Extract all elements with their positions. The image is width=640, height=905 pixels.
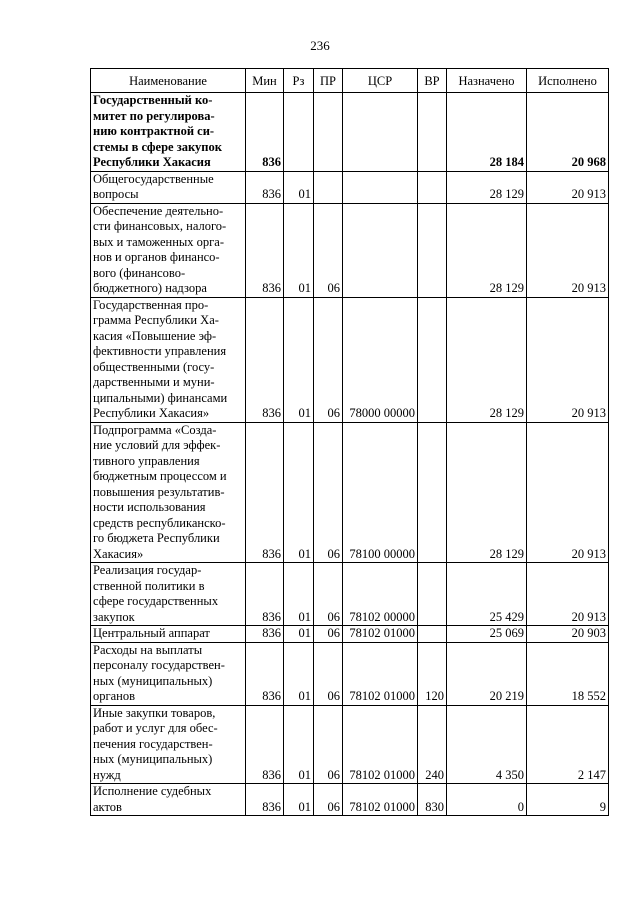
row-csr [343, 93, 418, 172]
row-min: 836 [246, 297, 284, 422]
row-name: Реализация государ- ственной политики в сфере государственных закупок [91, 563, 246, 626]
page-number: 236 [310, 38, 330, 53]
row-rz: 01 [284, 642, 314, 705]
row-vr: 830 [418, 784, 447, 816]
row-executed: 20 913 [527, 422, 609, 563]
row-vr [418, 563, 447, 626]
row-assigned: 4 350 [447, 705, 527, 784]
row-min: 836 [246, 422, 284, 563]
row-rz: 01 [284, 422, 314, 563]
row-rz [284, 93, 314, 172]
table-row [91, 93, 609, 172]
header-rz: Рз [284, 69, 314, 93]
row-csr [343, 203, 418, 297]
row-min: 836 [246, 171, 284, 203]
row-vr [418, 422, 447, 563]
row-executed: 20 913 [527, 297, 609, 422]
table-row [91, 784, 609, 816]
row-min: 836 [246, 705, 284, 784]
row-assigned: 28 184 [447, 93, 527, 172]
table-row [91, 563, 609, 626]
row-name: Расходы на выплаты персоналу государствен- ных (муниципальных) органов [91, 642, 246, 705]
row-min: 836 [246, 642, 284, 705]
row-min: 836 [246, 784, 284, 816]
row-min: 836 [246, 563, 284, 626]
row-pr: 06 [314, 203, 343, 297]
row-vr: 120 [418, 642, 447, 705]
header-assigned: Назначено [447, 69, 527, 93]
header-csr: ЦСР [343, 69, 418, 93]
table-row [91, 705, 609, 784]
header-executed: Исполнено [527, 69, 609, 93]
row-rz: 01 [284, 705, 314, 784]
row-executed: 20 913 [527, 171, 609, 203]
header-name: Наименование [91, 69, 246, 93]
row-rz: 01 [284, 297, 314, 422]
row-name: Иные закупки товаров, работ и услуг для обес- печения государствен- ных (муниципальных) нужд [91, 705, 246, 784]
row-csr: 78000 00000 [343, 297, 418, 422]
row-pr: 06 [314, 297, 343, 422]
row-pr: 06 [314, 784, 343, 816]
header-row [91, 69, 609, 93]
row-pr: 06 [314, 642, 343, 705]
row-pr [314, 93, 343, 172]
header-vr: ВР [418, 69, 447, 93]
row-vr [418, 297, 447, 422]
row-rz: 01 [284, 203, 314, 297]
table-row [91, 422, 609, 563]
row-assigned: 20 219 [447, 642, 527, 705]
row-assigned: 25 429 [447, 563, 527, 626]
row-pr [314, 171, 343, 203]
row-vr [418, 626, 447, 643]
row-csr [343, 171, 418, 203]
row-name: Подпрограмма «Созда- ние условий для эффек- тивного управления бюджетным процессом и повышения результатив- ности использования средств республиканско- го бюджета Республики Хакасия» [91, 422, 246, 563]
row-csr: 78102 01000 [343, 626, 418, 643]
row-executed: 20 968 [527, 93, 609, 172]
row-rz: 01 [284, 171, 314, 203]
table-body [91, 93, 609, 816]
row-vr [418, 171, 447, 203]
row-name: Исполнение судебных актов [91, 784, 246, 816]
row-csr: 78102 01000 [343, 705, 418, 784]
table-row [91, 626, 609, 643]
row-name: Обеспечение деятельно- сти финансовых, налого- вых и таможенных орга- нов и органов финансо- вого (финансово- бюджетного) надзора [91, 203, 246, 297]
header-min: Мин [246, 69, 284, 93]
row-assigned: 28 129 [447, 297, 527, 422]
table-row [91, 297, 609, 422]
header-pr: ПР [314, 69, 343, 93]
row-executed: 9 [527, 784, 609, 816]
row-assigned: 0 [447, 784, 527, 816]
table-row [91, 203, 609, 297]
row-pr: 06 [314, 422, 343, 563]
row-name: Государственная про- грамма Республики Ха- касия «Повышение эф- фективности управления общественными (госу- дарственными и муни- ципальными) финансами Республики Хакасия» [91, 297, 246, 422]
row-vr [418, 203, 447, 297]
table-row [91, 171, 609, 203]
row-vr [418, 93, 447, 172]
row-min: 836 [246, 203, 284, 297]
row-pr: 06 [314, 705, 343, 784]
row-assigned: 28 129 [447, 203, 527, 297]
row-executed: 18 552 [527, 642, 609, 705]
row-executed: 2 147 [527, 705, 609, 784]
row-assigned: 28 129 [447, 171, 527, 203]
row-csr: 78102 01000 [343, 642, 418, 705]
row-csr: 78102 00000 [343, 563, 418, 626]
table-row [91, 642, 609, 705]
row-rz: 01 [284, 784, 314, 816]
row-rz: 01 [284, 563, 314, 626]
row-executed: 20 913 [527, 563, 609, 626]
row-name: Центральный аппарат [91, 626, 246, 643]
row-csr: 78100 00000 [343, 422, 418, 563]
row-executed: 20 913 [527, 203, 609, 297]
row-csr: 78102 01000 [343, 784, 418, 816]
row-name: Общегосударственные вопросы [91, 171, 246, 203]
row-rz: 01 [284, 626, 314, 643]
row-pr: 06 [314, 563, 343, 626]
budget-table [90, 68, 609, 816]
row-pr: 06 [314, 626, 343, 643]
row-name: Государственный ко- митет по регулирова- нию контрактной си- стемы в сфере закупок Республики Хакасия [91, 93, 246, 172]
row-assigned: 28 129 [447, 422, 527, 563]
row-min: 836 [246, 626, 284, 643]
row-assigned: 25 069 [447, 626, 527, 643]
row-vr: 240 [418, 705, 447, 784]
row-executed: 20 903 [527, 626, 609, 643]
row-min: 836 [246, 93, 284, 172]
